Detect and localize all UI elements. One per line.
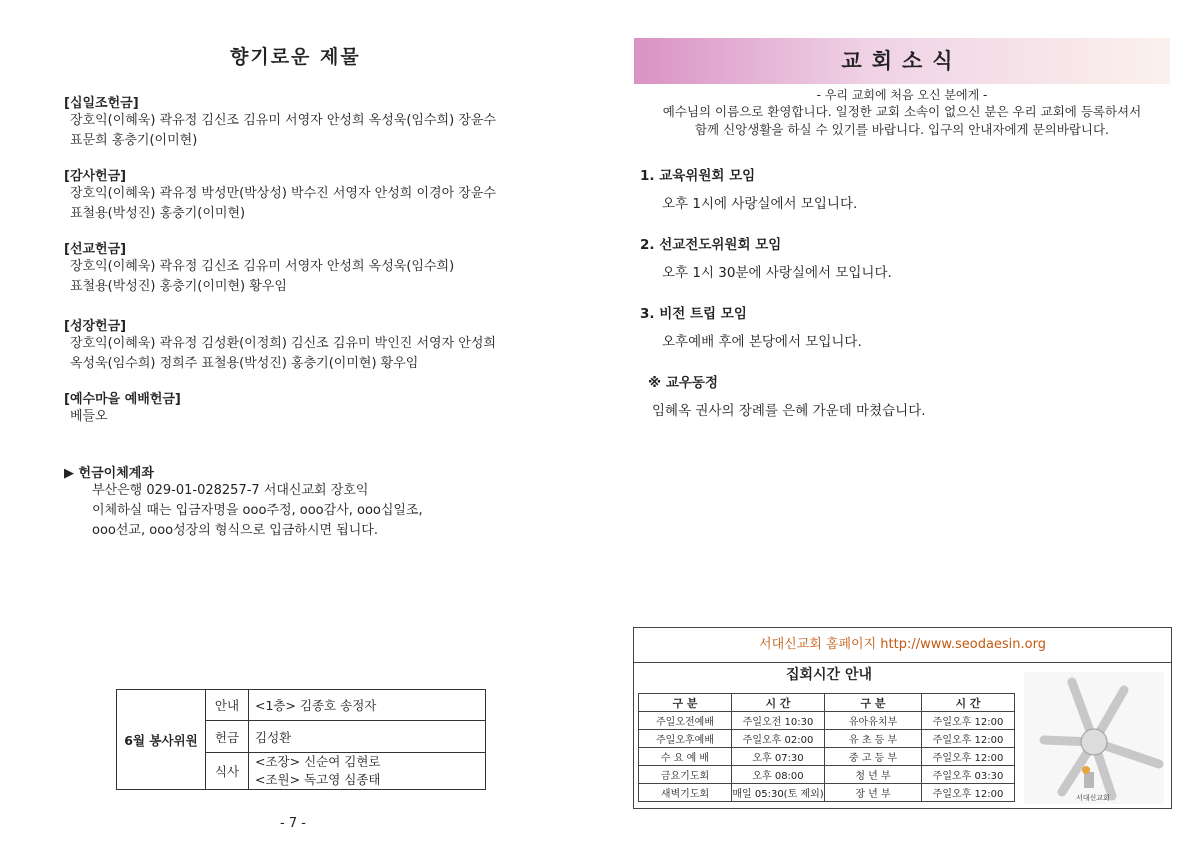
schedule-cell: 오후 08:00: [732, 766, 825, 784]
schedule-cell: 주일오후 02:00: [732, 730, 825, 748]
church-location-map: [1024, 672, 1164, 804]
schedule-cell: 장 년 부: [825, 784, 922, 802]
schedule-cell: 주일오후 03:30: [922, 766, 1015, 784]
offering-section-thanks: [64, 165, 544, 224]
role-cell: 헌금: [206, 721, 249, 753]
schedule-cell: 오후 07:30: [732, 748, 825, 766]
schedule-cell: 주일오전 10:30: [732, 712, 825, 730]
names-line: 장호익(이혜욱) 곽유정 김신조 김유미 서영자 안성희 옥성욱(임수희): [70, 259, 455, 274]
page-title: 향기로운 제물: [230, 46, 361, 68]
section-heading: [감사헌금]: [64, 169, 127, 184]
role-cell: 안내: [206, 690, 249, 721]
schedule-cell: 수 요 예 배: [639, 748, 732, 766]
role-cell: 식사: [206, 753, 249, 790]
news-item: [640, 302, 1160, 350]
schedule-cell: 주일오후예배: [639, 730, 732, 748]
offering-section-mission: [64, 238, 544, 297]
offering-section-growth: [64, 315, 544, 374]
news-body: 오후 1시 30분에 사랑실에서 모입니다.: [662, 265, 892, 281]
names-line: 표철용(박성진) 홍충기(이미현): [70, 206, 246, 221]
schedule-cell: 청 년 부: [825, 766, 922, 784]
section-names: [64, 184, 544, 224]
news-body: 오후예배 후에 본당에서 모입니다.: [662, 334, 862, 350]
schedule-cell: 매일 05:30(토 제외): [732, 784, 825, 802]
news-item: [640, 164, 1160, 212]
section-heading: [예수마을 예배헌금]: [64, 392, 181, 407]
schedule-cell: 주일오후 12:00: [922, 712, 1015, 730]
names-line: 장호익(이혜욱) 곽유정 박성만(박상성) 박수진 서영자 안성희 이경아 장윤수: [70, 186, 496, 201]
names-line: 베들오: [70, 409, 108, 424]
section-heading: [선교헌금]: [64, 242, 127, 257]
schedule-cell: 주일오후 12:00: [922, 784, 1015, 802]
names-line: 표철용(박성진) 홍충기(이미현) 황우임: [70, 279, 287, 294]
schedule-cell: 새벽기도회: [639, 784, 732, 802]
schedule-header: 시 간: [922, 694, 1015, 712]
welcome-line: 함께 신앙생활을 하실 수 있기를 바랍니다. 입구의 안내자에게 문의바랍니다.: [694, 122, 1110, 137]
church-info-box: [633, 627, 1172, 809]
church-marker-icon: [1082, 766, 1090, 774]
news-item: [648, 371, 1168, 419]
schedule-header: 구 분: [639, 694, 732, 712]
section-heading: [십일조헌금]: [64, 96, 139, 111]
section-names: [64, 111, 544, 151]
map-rotary: [1081, 729, 1107, 755]
schedule-cell: 주일오후 12:00: [922, 730, 1015, 748]
names-cell: 김성환: [249, 721, 486, 753]
names-line: 옥성욱(임수희) 정희주 표철용(박성진) 홍충기(이미현) 황우임: [70, 356, 419, 371]
names-line: 장호익(이혜욱) 곽유정 김성환(이정희) 김신조 김유미 박인진 서영자 안성희: [70, 336, 496, 351]
volunteer-label: 6월 봉사위원: [117, 690, 206, 790]
welcome-line: 예수님의 이름으로 환영합니다. 일정한 교회 소속이 없으신 분은 우리 교회에 등록하셔서: [662, 104, 1142, 119]
page-number: - 7 -: [280, 816, 306, 831]
offering-section-village: [64, 388, 544, 427]
schedule-cell: 주일오전예배: [639, 712, 732, 730]
section-names: [64, 257, 544, 297]
news-heading: 1. 교육위원회 모임: [640, 168, 756, 184]
schedule-cell: 유아유치부: [825, 712, 922, 730]
news-body: 임혜옥 권사의 장례를 은혜 가운데 마쳤습니다.: [652, 403, 926, 419]
volunteer-table: [116, 689, 486, 790]
names-line: 표문희 홍충기(이미현): [70, 133, 198, 148]
map-building: [1084, 772, 1094, 788]
news-heading: ※ 교우동정: [648, 375, 718, 391]
schedule-table: [638, 693, 1015, 802]
homepage-link[interactable]: 서대신교회 홈페이지 http://www.seodaesin.org: [634, 628, 1171, 663]
transfer-line: 이체하실 때는 입금자명을 ooo주정, ooo감사, ooo십일조,: [92, 503, 423, 518]
news-heading: 2. 선교전도위원회 모임: [640, 237, 782, 253]
map-church-label: 서대신교회: [1076, 794, 1110, 802]
bank-transfer-info: [64, 462, 544, 541]
schedule-cell: 주일오후 12:00: [922, 748, 1015, 766]
schedule-cell: 유 초 등 부: [825, 730, 922, 748]
section-names: [64, 407, 544, 427]
transfer-lines: [64, 481, 544, 541]
names-cell: [249, 753, 486, 790]
names-line: <조원> 독고영 심종태: [255, 772, 381, 787]
welcome-message: [634, 103, 1170, 139]
names-line: 장호익(이혜욱) 곽유정 김신조 김유미 서영자 안성희 옥성욱(임수희) 장윤수: [70, 113, 496, 128]
names-cell: <1층> 김종호 송정자: [249, 690, 486, 721]
schedule-header: 시 간: [732, 694, 825, 712]
schedule-cell: 중 고 등 부: [825, 748, 922, 766]
transfer-line: 부산은행 029-01-028257-7 서대신교회 장호익: [92, 483, 369, 498]
banner-title: 교회소식: [841, 49, 963, 73]
names-line: <조장> 신순여 김현로: [255, 754, 381, 769]
section-names: [64, 334, 544, 374]
news-banner: [634, 38, 1170, 84]
schedule-header: 구 분: [825, 694, 922, 712]
schedule-cell: 금요기도회: [639, 766, 732, 784]
transfer-line: ooo선교, ooo성장의 형식으로 입금하시면 됩니다.: [92, 523, 379, 538]
welcome-subtitle: - 우리 교회에 처음 오신 분에게 -: [816, 88, 988, 102]
offering-section-tithe: [64, 92, 544, 151]
transfer-heading: ▶ 헌금이체계좌: [64, 466, 154, 481]
news-heading: 3. 비전 트립 모임: [640, 306, 747, 322]
schedule-title: 집회시간 안내: [785, 667, 873, 683]
section-heading: [성장헌금]: [64, 319, 127, 334]
news-body: 오후 1시에 사랑실에서 모입니다.: [662, 196, 858, 212]
news-item: [640, 233, 1160, 281]
